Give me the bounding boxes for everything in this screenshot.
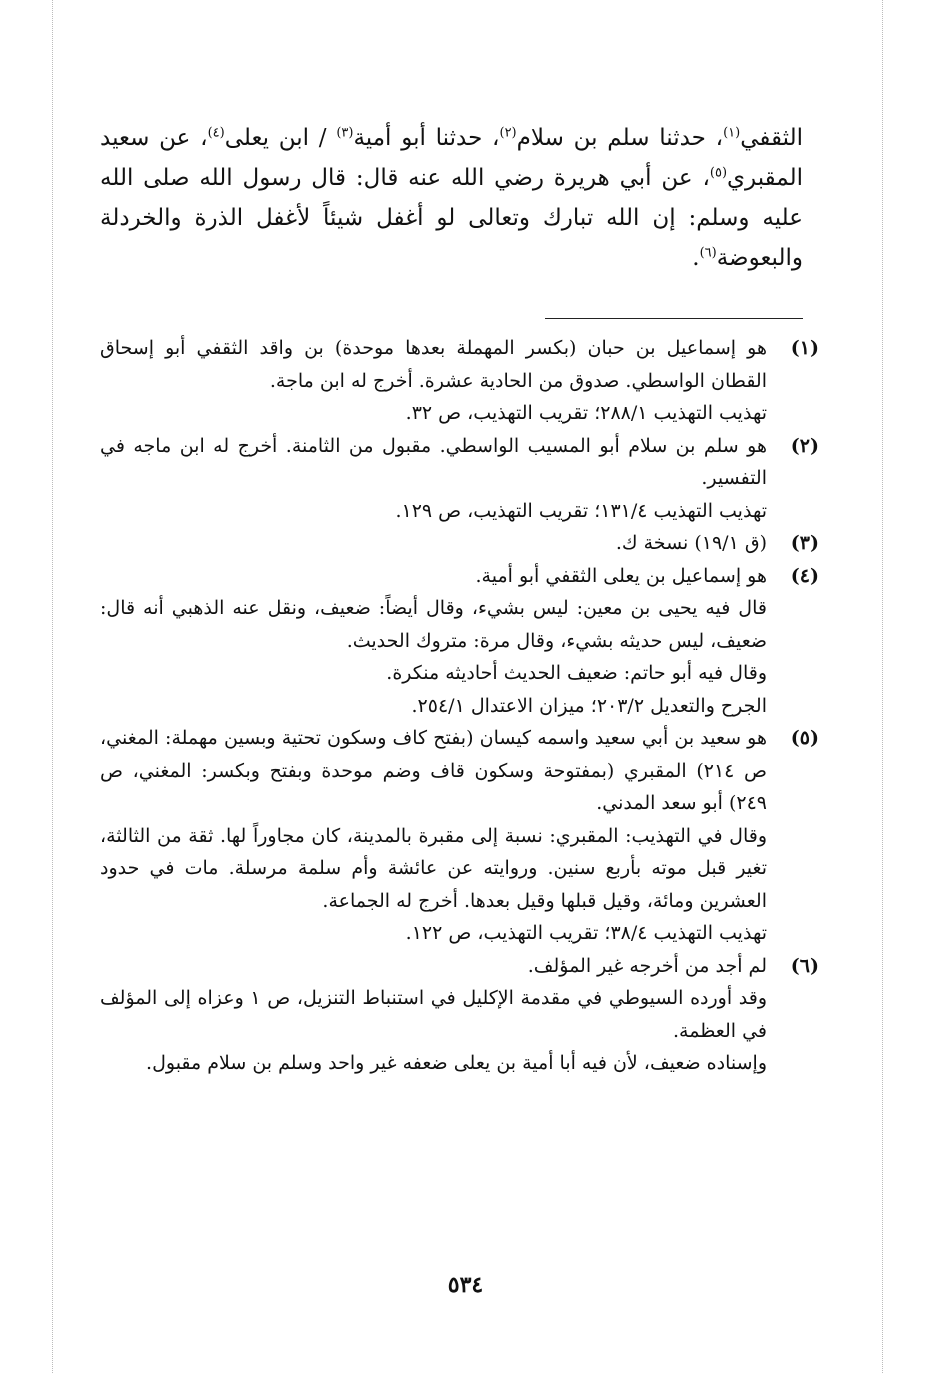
footnote-1 — [100, 332, 819, 430]
right-margin-dots — [882, 0, 883, 1373]
text-segment: ، حدثنا أبو أمية — [353, 125, 500, 151]
footnote-line: هو إسماعيل بن يعلى الثقفي أبو أمية. — [475, 564, 767, 587]
footnote-line: لم أجد من أخرجه غير المؤلف. — [527, 954, 767, 977]
text-segment: الثقفي — [740, 125, 803, 151]
footnote-3 — [100, 527, 819, 560]
main-paragraph — [100, 118, 803, 278]
footnote-line: تهذيب التهذيب ٢٨٨/١؛ تقريب التهذيب، ص ٣٢. — [405, 402, 767, 424]
footnote-line: هو سلم بن سلام أبو المسيب الواسطي. مقبول من الثامنة. أخرج له ابن ماجه في التفسير. — [100, 434, 767, 489]
footnote-number: (٤) — [790, 564, 819, 587]
footnote-line: تهذيب التهذيب ٣٨/٤؛ تقريب التهذيب، ص ١٢٢. — [405, 922, 767, 944]
footnote-number: (٦) — [790, 954, 819, 977]
footnote-ref[interactable]: (٤) — [207, 125, 225, 141]
footnote-line: الجرح والتعديل ٢٠٣/٢؛ ميزان الاعتدال ٢٥٤/١. — [411, 694, 767, 717]
footnote-separator — [545, 318, 803, 319]
text-segment: ، عن أبي هريرة رضي الله عنه قال: قال رسول الله صلى الله عليه وسلم: إن الله تبارك وتعالى لو أغفل شيئاً لأغفل الذرة والخردلة والبعوضة — [100, 165, 803, 271]
text-segment: . — [692, 245, 700, 271]
text-segment: / ابن يعلى — [224, 125, 337, 151]
footnote-line: هو سعيد بن أبي سعيد واسمه كيسان (بفتح كاف وسكون تحتية وبسين مهملة: المغني، ص ٢١٤) المقبري (بمفتوحة وسكون قاف وضم موحدة وبفتح وبكسر: المغني، ص ٢٤٩) أبو سعد المدني. — [100, 727, 767, 814]
footnote-2 — [100, 430, 819, 528]
footnote-line: وقد أورده السيوطي في مقدمة الإكليل في استنباط التنزيل، ص ١ وعزاه إلى المؤلف في العظمة. — [100, 987, 767, 1042]
footnote-line: تهذيب التهذيب ١٣١/٤؛ تقريب التهذيب، ص ١٢٩. — [395, 499, 767, 522]
left-margin-dots — [52, 0, 53, 1373]
footnote-line: وقال فيه أبو حاتم: ضعيف الحديث أحاديثه منكرة. — [386, 662, 767, 684]
footnote-5 — [100, 722, 819, 950]
footnote-number: (٥) — [790, 727, 819, 749]
footnote-ref[interactable]: (١) — [723, 125, 741, 141]
footnote-line: وقال في التهذيب: المقبري: نسبة إلى مقبرة بالمدينة، كان مجاوراً لها. ثقة من الثالثة، تغير قبل موته بأربع سنين. وروايته عن عائشة وأم سلمة مرسلة. مات في حدود العشرين ومائة، وقيل قبلها وقيل بعدها. أخرج له الجماعة. — [100, 824, 767, 912]
footnote-6 — [100, 950, 819, 1080]
text-segment: ، حدثنا سلم بن سلام — [516, 125, 724, 151]
footnote-number: (٢) — [790, 434, 819, 457]
footnote-ref[interactable]: (٣) — [336, 125, 354, 141]
footnote-line: وإسناده ضعيف، لأن فيه أبا أمية بن يعلى ضعفه غير واحد وسلم بن سلام مقبول. — [146, 1052, 767, 1074]
main-text — [100, 118, 803, 278]
footnote-number: (١) — [790, 337, 819, 359]
footnote-ref[interactable]: (٢) — [499, 125, 517, 141]
footnote-line: هو إسماعيل بن حبان (بكسر المهملة بعدها موحدة) بن واقد الثقفي أبو إسحاق القطان الواسطي. صدوق من الحادية عشرة. أخرج له ابن ماجة. — [100, 337, 767, 392]
footnote-4 — [100, 560, 819, 723]
text-segment: ، عن سعيد المقبري — [100, 125, 803, 191]
footnote-line: (ق ١٩/١) نسخة ك. — [615, 532, 767, 554]
page-number: ٥٣٤ — [447, 1272, 484, 1298]
footnote-line: قال فيه يحيى بن معين: ليس بشيء، وقال أيضاً: ضعيف، ونقل عنه الذهبي أنه قال: ضعيف، ليس حديثه بشيء، وقال مرة: متروك الحديث. — [100, 597, 767, 652]
footnotes — [100, 332, 819, 1080]
footnote-number: (٣) — [790, 532, 819, 554]
footnote-ref[interactable]: (٥) — [709, 165, 728, 181]
footnote-ref[interactable]: (٦) — [699, 245, 717, 261]
